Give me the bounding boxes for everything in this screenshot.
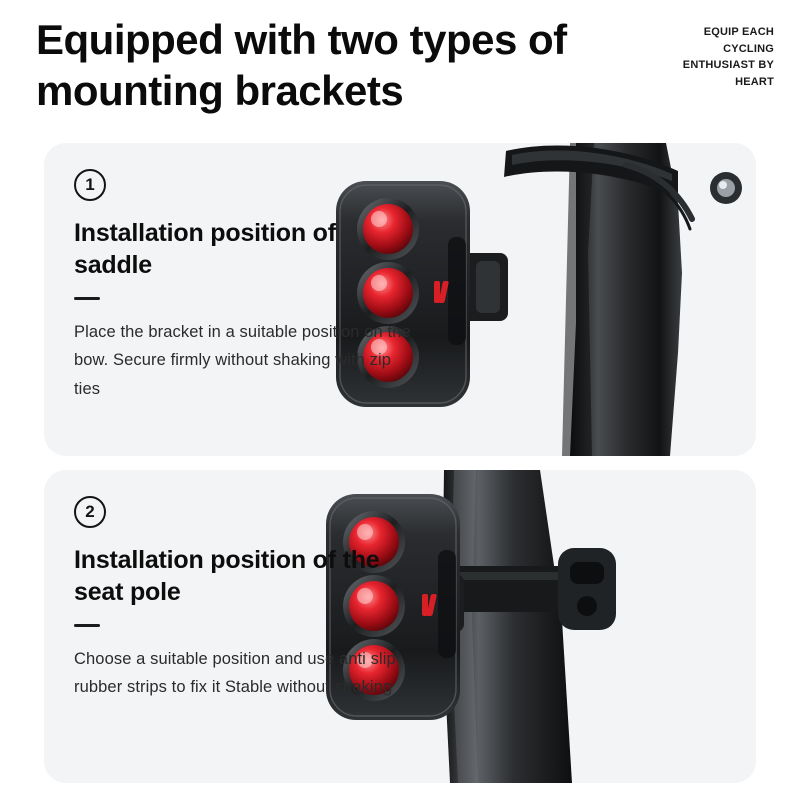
card-text-seat-pole — [74, 496, 414, 702]
brand-tagline: EQUIP EACH CYCLING ENTHUSIAST BY HEART — [682, 26, 774, 88]
instruction-card-saddle — [44, 143, 756, 456]
instruction-card-seat-pole — [44, 470, 756, 783]
card-description: Choose a suitable position and use anti slip rubber strips to fix it Stable without shaking — [74, 650, 396, 697]
page-header — [0, 0, 800, 130]
step-number-badge: 2 — [74, 496, 106, 528]
divider-rule — [74, 297, 100, 300]
card-description: Place the bracket in a suitable position on the bow. Secure firmly without shaking with zip ties — [74, 323, 411, 398]
card-title: Installation position of the seat pole — [74, 546, 380, 606]
card-title: Installation position of saddle — [74, 219, 336, 279]
step-number-badge: 1 — [74, 169, 106, 201]
page-title: Equipped with two types of mounting brackets — [36, 16, 567, 115]
card-text-saddle — [74, 169, 414, 403]
divider-rule — [74, 624, 100, 627]
